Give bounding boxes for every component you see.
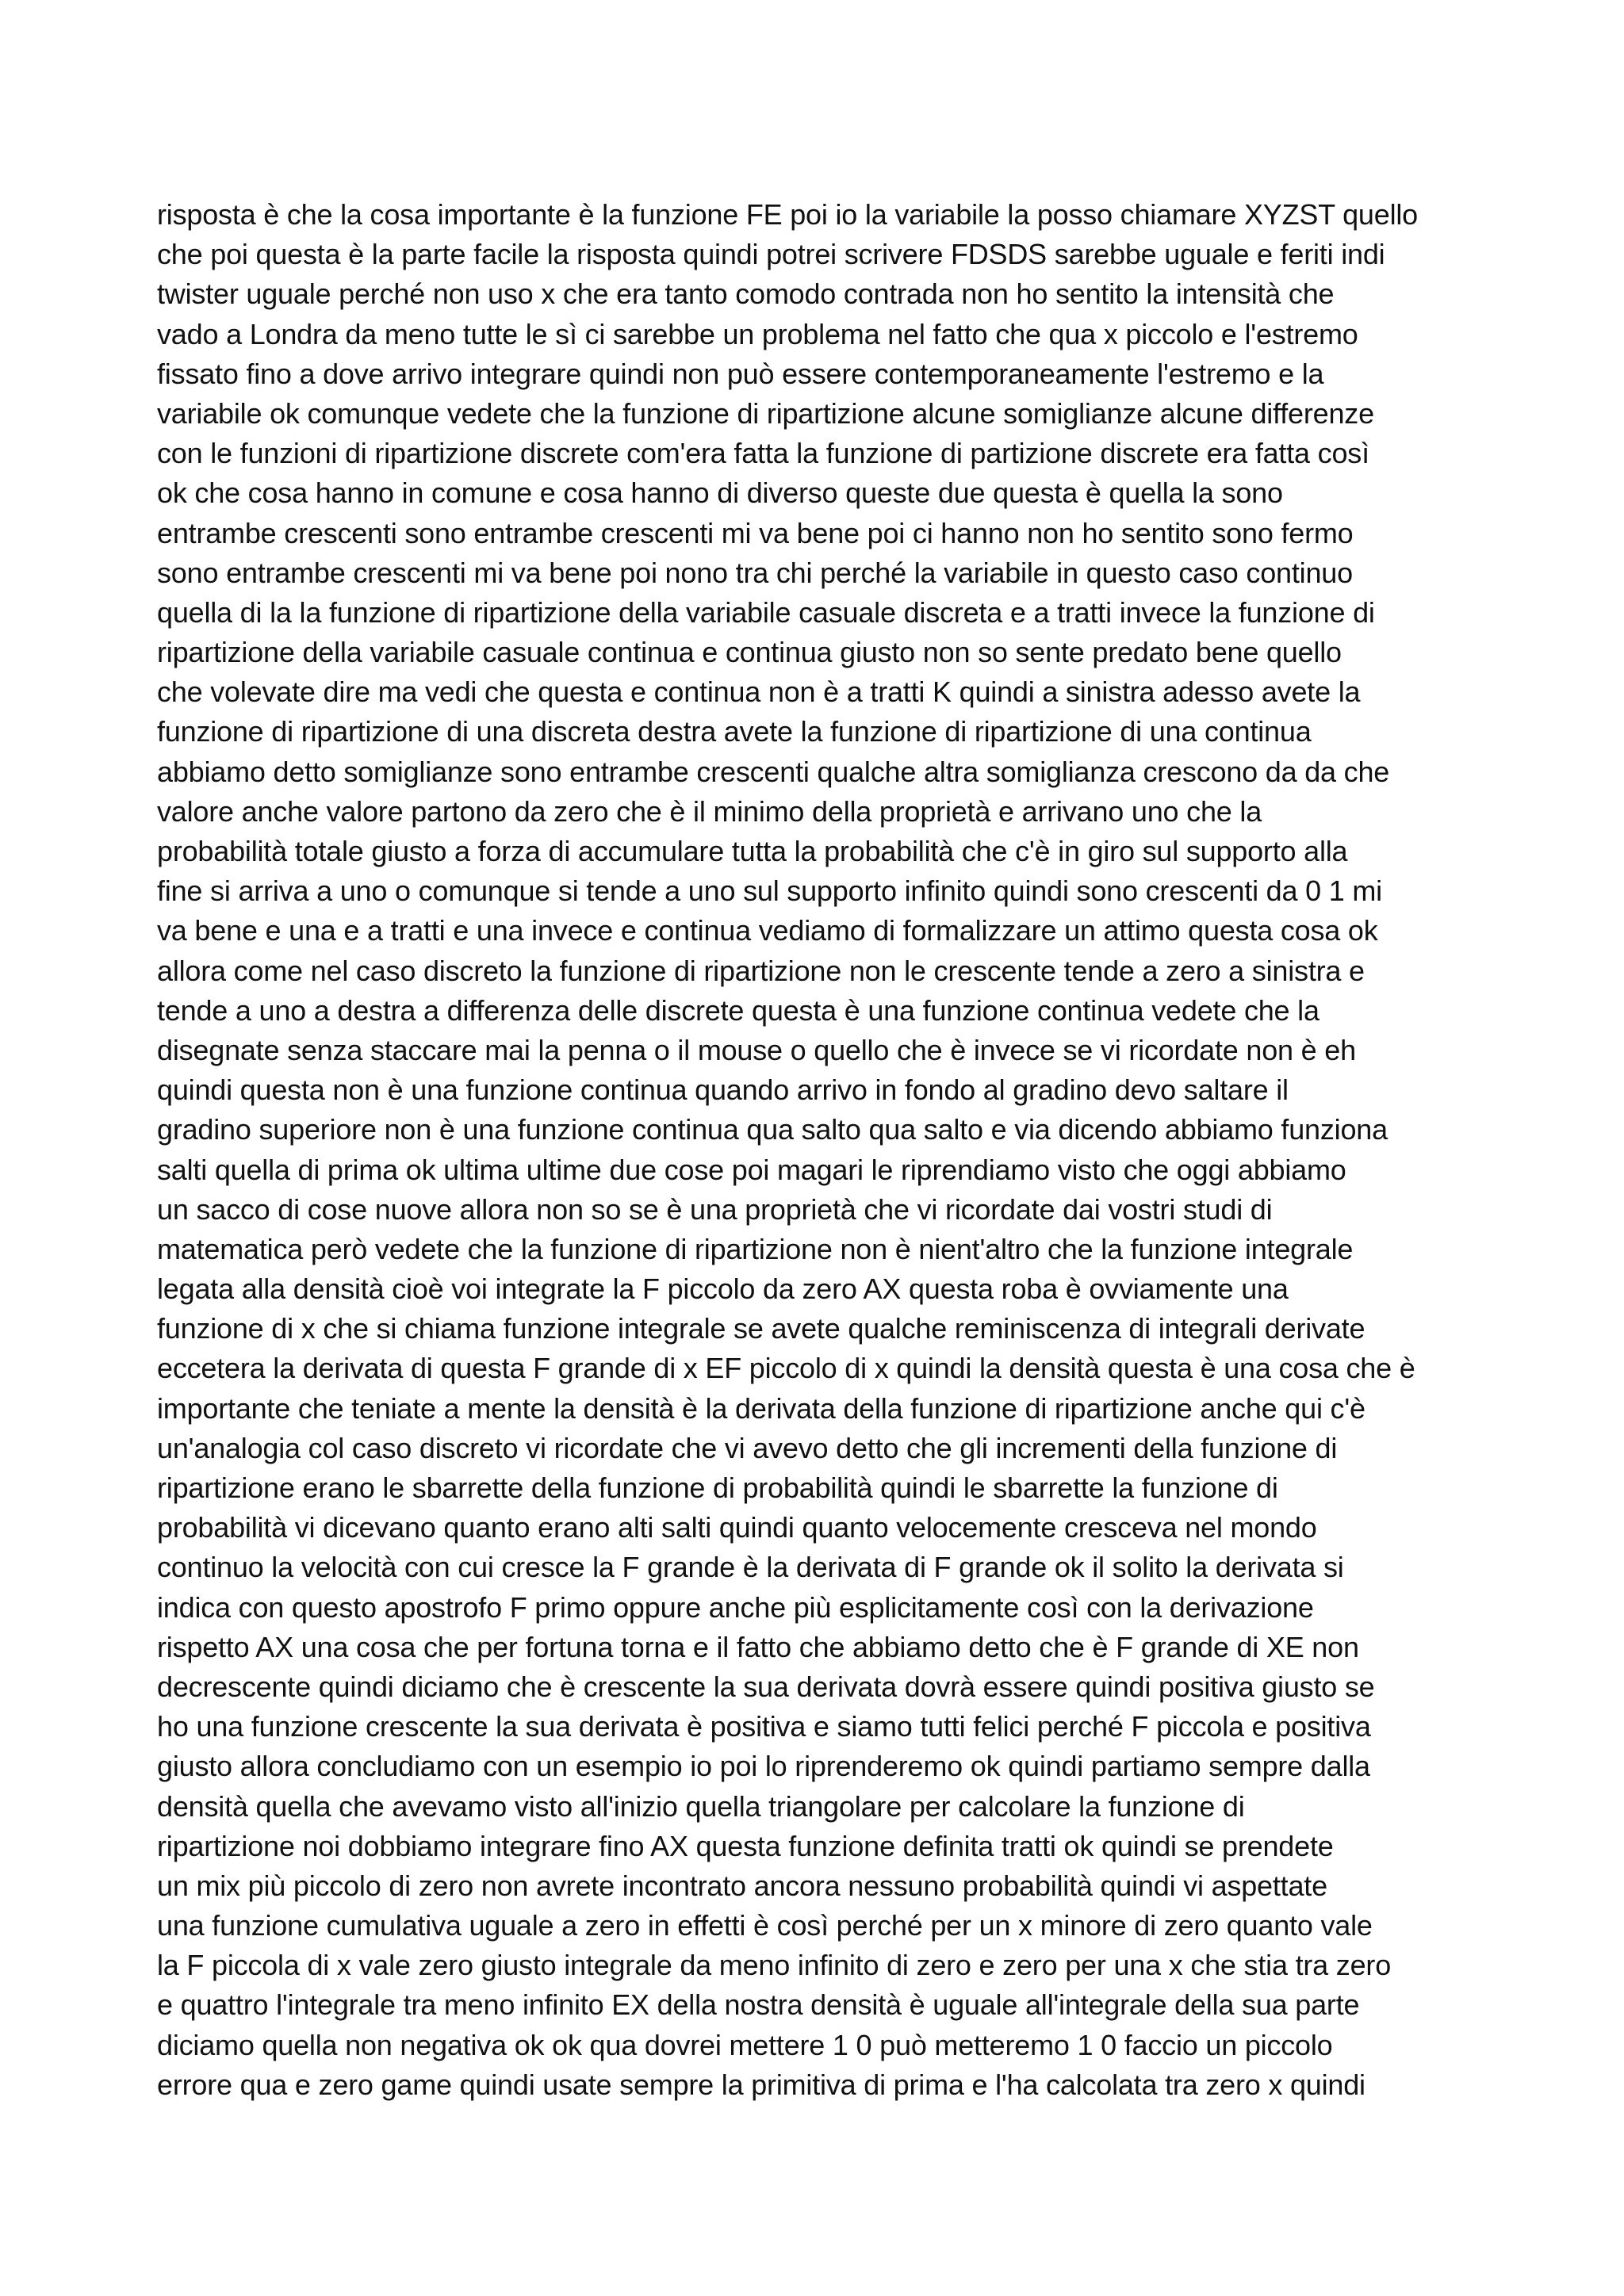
text-line: un'analogia col caso discreto vi ricordate che vi avevo detto che gli incrementi della funzione di — [157, 1431, 1338, 1464]
text-line: funzione di x che si chiama funzione integrale se avete qualche reminiscenza di integrali derivate — [157, 1312, 1365, 1345]
text-line: probabilità vi dicevano quanto erano alti salti quindi quanto velocemente cresceva nel mondo — [157, 1511, 1317, 1544]
text-line: vado a Londra da meno tutte le sì ci sarebbe un problema nel fatto che qua x piccolo e l'estremo — [157, 317, 1358, 350]
text-line: gradino superiore non è una funzione continua qua salto qua salto e via dicendo abbiamo funziona — [157, 1113, 1388, 1146]
text-line: variabile ok comunque vedete che la funzione di ripartizione alcune somiglianze alcune differenze — [157, 396, 1374, 430]
text-line: un mix più piccolo di zero non avrete incontrato ancora nessuno probabilità quindi vi aspettate — [157, 1869, 1327, 1902]
text-line: la F piccola di x vale zero giusto integrale da meno infinito di zero e zero per una x che stia tra zero — [157, 1949, 1392, 1982]
text-line: una funzione cumulativa uguale a zero in effetti è così perché per un x minore di zero quanto vale — [157, 1909, 1373, 1942]
text-line: salti quella di prima ok ultima ultime due cose poi magari le riprendiamo visto che oggi abbiamo — [157, 1153, 1346, 1186]
text-line: fissato fino a dove arrivo integrare quindi non può essere contemporaneamente l'estremo e la — [157, 357, 1324, 390]
text-line: rispetto AX una cosa che per fortuna torna e il fatto che abbiamo detto che è F grande di XE non — [157, 1630, 1359, 1663]
text-line: probabilità totale giusto a forza di accumulare tutta la probabilità che c'è in giro sul supporto alla — [157, 835, 1348, 867]
text-line: che poi questa è la parte facile la risposta quindi potrei scrivere FDSDS sarebbe uguale e feriti indi — [157, 238, 1385, 271]
text-line: quindi questa non è una funzione continua quando arrivo in fondo al gradino devo saltare il — [157, 1073, 1289, 1107]
text-line: errore qua e zero game quindi usate sempre la primitiva di prima e l'ha calcolata tra zero x quindi — [157, 2068, 1365, 2101]
text-line: sono entrambe crescenti mi va bene poi nono tra chi perché la variabile in questo caso continuo — [157, 556, 1353, 589]
text-line: importante che teniate a mente la densità è la derivata della funzione di ripartizione anche qui c'è — [157, 1391, 1365, 1425]
text-line: ho una funzione crescente la sua derivata è positiva e siamo tutti felici perché F piccola e positiva — [157, 1710, 1371, 1743]
text-line: che volevate dire ma vedi che questa e continua non è a tratti K quindi a sinistra adesso avete la — [157, 675, 1361, 709]
text-line: indica con questo apostrofo F primo oppure anche più esplicitamente così con la derivazione — [157, 1590, 1314, 1624]
text-line: allora come nel caso discreto la funzione di ripartizione non le crescente tende a zero a sinistra e — [157, 954, 1365, 987]
text-line: con le funzioni di ripartizione discrete com'era fatta la funzione di partizione discrete era fatta così — [157, 437, 1369, 470]
text-line: continuo la velocità con cui cresce la F grande è la derivata di F grande ok il solito la derivata si — [157, 1551, 1344, 1584]
text-line: abbiamo detto somiglianze sono entrambe crescenti qualche altra somiglianza crescono da da che — [157, 755, 1390, 788]
text-line: ripartizione noi dobbiamo integrare fino AX questa funzione definita tratti ok quindi se prendete — [157, 1829, 1334, 1862]
text-line: tende a uno a destra a differenza delle discrete questa è una funzione continua vedete che la — [157, 993, 1320, 1027]
transcript-body — [157, 195, 1473, 2105]
text-line: e quattro l'integrale tra meno infinito EX della nostra densità è uguale all'integrale della sua parte — [157, 1988, 1360, 2022]
text-line: densità quella che avevamo visto all'inizio quella triangolare per calcolare la funzione di — [157, 1789, 1245, 1823]
text-line: risposta è che la cosa importante è la funzione FE poi io la variabile la posso chiamare XYZST quello — [157, 198, 1418, 231]
text-line: va bene e una e a tratti e una invece e continua vediamo di formalizzare un attimo questa cosa ok — [157, 914, 1378, 947]
text-line: ripartizione della variabile casuale continua e continua giusto non so sente predato bene quello — [157, 636, 1342, 669]
text-line: un sacco di cose nuove allora non so se è una proprietà che vi ricordate dai vostri studi di — [157, 1192, 1273, 1226]
text-line: valore anche valore partono da zero che è il minimo della proprietà e arrivano uno che la — [157, 794, 1262, 828]
text-line: entrambe crescenti sono entrambe crescenti mi va bene poi ci hanno non ho sentito sono fermo — [157, 516, 1354, 549]
text-line: disegnate senza staccare mai la penna o il mouse o quello che è invece se vi ricordate non è eh — [157, 1033, 1356, 1066]
text-line: matematica però vedete che la funzione di ripartizione non è nient'altro che la funzione integrale — [157, 1232, 1354, 1265]
text-line: legata alla densità cioè voi integrate la F piccolo da zero AX questa roba è ovviamente una — [157, 1272, 1289, 1306]
text-line: funzione di ripartizione di una discreta destra avete la funzione di ripartizione di una continua — [157, 715, 1312, 748]
text-line: twister uguale perché non uso x che era tanto comodo contrada non ho sentito la intensità che — [157, 277, 1335, 311]
text-line: fine si arriva a uno o comunque si tende a uno sul supporto infinito quindi sono crescenti da 0 1 mi — [157, 874, 1382, 908]
text-line: ok che cosa hanno in comune e cosa hanno di diverso queste due questa è quella la sono — [157, 476, 1283, 510]
text-line: ripartizione erano le sbarrette della funzione di probabilità quindi le sbarrette la funzione di — [157, 1471, 1278, 1504]
text-line: quella di la la funzione di ripartizione della variabile casuale discreta e a tratti invece la funzione di — [157, 595, 1375, 629]
text-line: eccetera la derivata di questa F grande di x EF piccolo di x quindi la densità questa è una cosa che è — [157, 1352, 1415, 1385]
text-line: decrescente quindi diciamo che è crescente la sua derivata dovrà essere quindi positiva giusto se — [157, 1670, 1375, 1703]
text-line: giusto allora concludiamo con un esempio io poi lo riprenderemo ok quindi partiamo sempre dalla — [157, 1750, 1370, 1783]
text-line: diciamo quella non negativa ok ok qua dovrei mettere 1 0 può metteremo 1 0 faccio un piccolo — [157, 2028, 1333, 2061]
